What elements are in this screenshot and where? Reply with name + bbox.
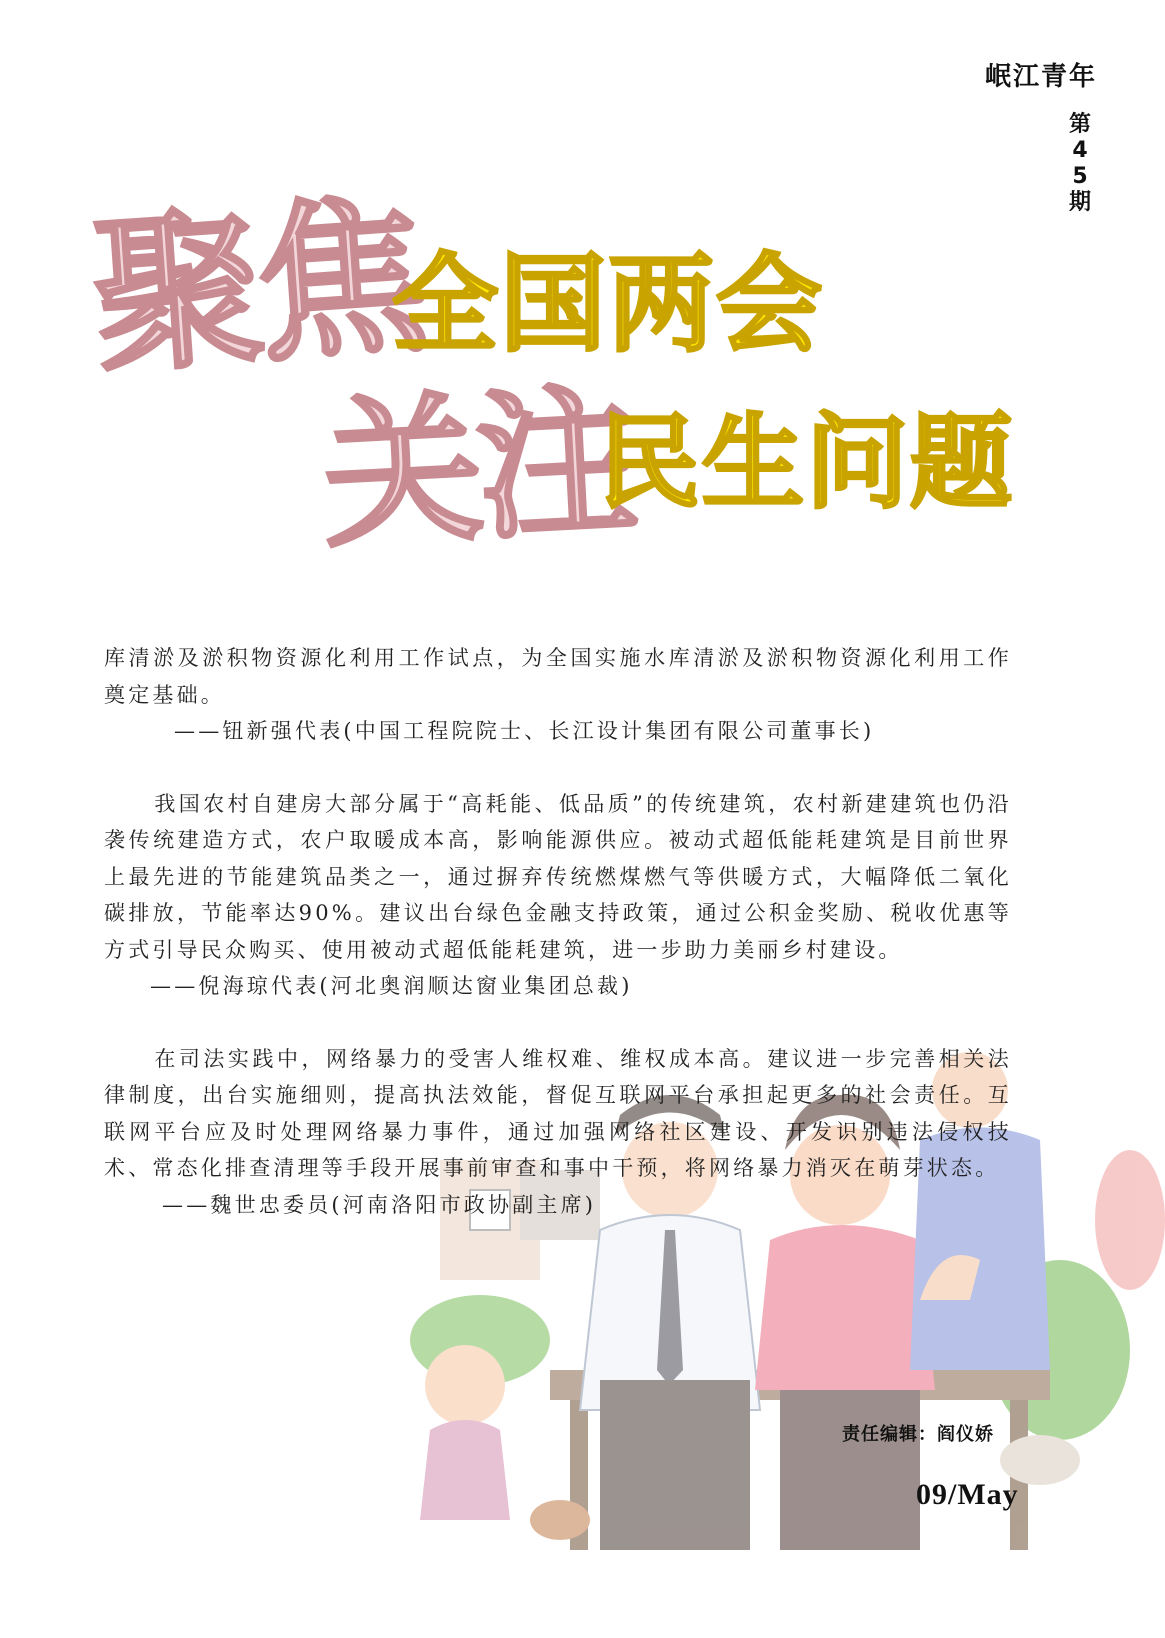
flower-shape [1095, 1150, 1165, 1290]
signature-3: ——魏世忠委员(河南洛阳市政协副主席) [162, 1192, 597, 1217]
article-body [104, 640, 1012, 1223]
title-main-line1: 全国两会 [392, 243, 824, 366]
article-paragraph-2: 我国农村自建房大部分属于“高耗能、低品质”的传统建筑，农村新建建筑也仍沿袭传统建造方式，农户取暖成本高，影响能源供应。被动式超低能耗建筑是目前世界上最先进的节能建筑品类之一，通过摒弃传统燃煤燃气等供暖方式，大幅降低二氧化碳排放，节能率达90%。建议出台绿色金融支持政策，通过公积金奖励、税收优惠等方式引导民众购买、使用被动式超低能耗建筑，进一步助力美丽乡村建设。 [104, 791, 1012, 962]
title-decor-attention: 关注 [317, 366, 636, 570]
signature-2: ——倪海琼代表(河北奥润顺达窗业集团总裁) [150, 974, 633, 998]
man-trousers [600, 1380, 750, 1550]
woman-top [755, 1225, 935, 1390]
chicken-shape [530, 1500, 590, 1540]
article-paragraph-3: 在司法实践中，网络暴力的受害人维权难、维权成本高。建议进一步完善相关法律制度，出台实施细则，提高执法效能，督促互联网平台承担起更多的社会责任。互联网平台应及时处理网络暴力事件，通过加强网络社区建设、开发识别违法侵权技术、常态化排查清理等手段开展事前审查和事中干预，将网络暴力消灭在萌芽状态。 [104, 1046, 1012, 1180]
signature-1: ——钮新强代表(中国工程院院士、长江设计集团有限公司董事长) [174, 719, 875, 743]
issue-number: 第45期 [1068, 112, 1091, 215]
child-head [425, 1345, 505, 1425]
title-main-line2: 民生问题 [598, 404, 1014, 523]
title-decor-focus: 聚焦 [86, 175, 428, 399]
page-number: 09/May [916, 1478, 1019, 1511]
masthead: 岷江青年 [984, 62, 1097, 92]
article-paragraph-1: 库清淤及淤积物资源化利用工作试点，为全国实施水库清淤及淤积物资源化利用工作奠定基础。 [104, 646, 1012, 707]
editor-credit: 责任编辑：阎仪娇 [842, 1424, 994, 1445]
